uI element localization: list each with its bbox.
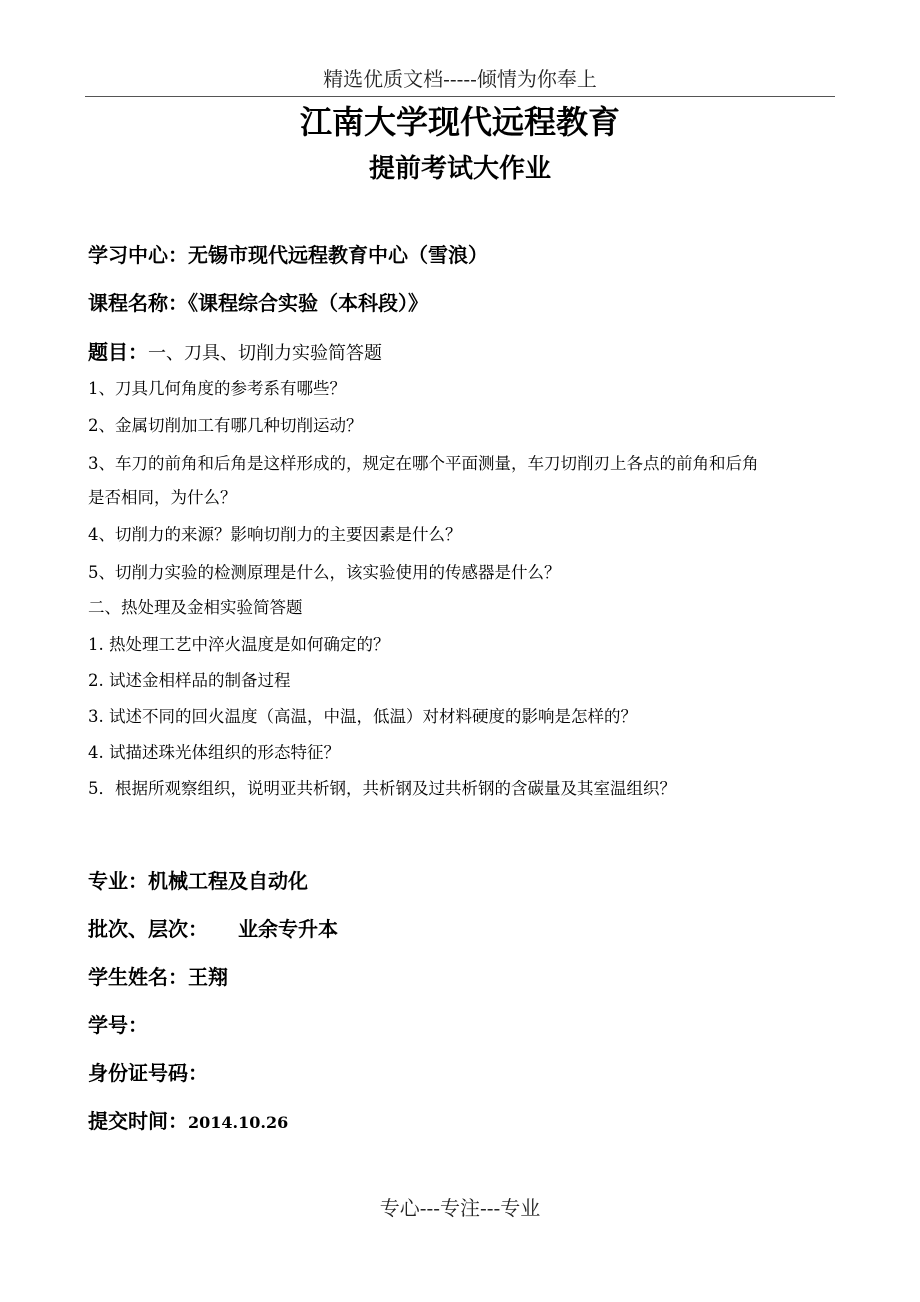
question-1-3: 3、车刀的前角和后角是这样形成的，规定在哪个平面测量，车刀切削刃上各点的前角和后角 xyxy=(88,454,759,473)
submit-label: 提交时间： xyxy=(88,1109,188,1133)
document-title: 江南大学现代远程教育 xyxy=(299,103,620,141)
question-1-5: 5、切削力实验的检测原理是什么，该实验使用的传感器是什么？ xyxy=(88,563,561,582)
submit-value: 2014.10.26 xyxy=(188,1113,289,1132)
id-card-number: 身份证号码： xyxy=(88,1061,208,1085)
page-footer: 专心---专注---专业 xyxy=(379,1196,541,1220)
student-name: 学生姓名：王翔 xyxy=(88,965,228,989)
question-1-2: 2、金属切削加工有哪几种切削运动？ xyxy=(88,416,363,435)
question-2-4: 4. 试描述珠光体组织的形态特征？ xyxy=(88,743,340,762)
submit-time xyxy=(88,1106,288,1138)
question-2-1: 1. 热处理工艺中淬火温度是如何确定的？ xyxy=(88,635,390,654)
question-2-5: 5．根据所观察组织，说明亚共析钢，共析钢及过共析钢的含碳量及其室温组织？ xyxy=(88,779,676,798)
question-2-3: 3. 试述不同的回火温度（高温，中温，低温）对材料硬度的影响是怎样的？ xyxy=(88,707,637,726)
batch-value: 业余专升本 xyxy=(238,917,338,941)
topic-label: 题目： xyxy=(88,340,148,364)
student-id: 学号： xyxy=(88,1013,148,1037)
topic-section1-title: 一、刀具、切削力实验简答题 xyxy=(148,343,382,364)
page-header: 精选优质文档-----倾情为你奉上 xyxy=(323,67,597,91)
question-1-4: 4、切削力的来源？影响切削力的主要因素是什么？ xyxy=(88,525,462,544)
topic-line xyxy=(88,337,382,367)
learning-center: 学习中心：无锡市现代远程教育中心（雪浪） xyxy=(88,243,488,267)
question-2-2: 2. 试述金相样品的制备过程 xyxy=(88,671,291,690)
question-1-1: 1、刀具几何角度的参考系有哪些？ xyxy=(88,379,346,398)
section2-title: 二、热处理及金相实验简答题 xyxy=(88,598,303,617)
batch-level xyxy=(88,914,338,944)
document-subtitle: 提前考试大作业 xyxy=(368,154,551,184)
question-1-3-cont: 是否相同，为什么？ xyxy=(88,488,237,507)
major: 专业：机械工程及自动化 xyxy=(88,869,308,893)
header-divider xyxy=(85,96,835,97)
course-name: 课程名称：《课程综合实验（本科段）》 xyxy=(88,291,428,315)
batch-label: 批次、层次： xyxy=(88,917,208,941)
